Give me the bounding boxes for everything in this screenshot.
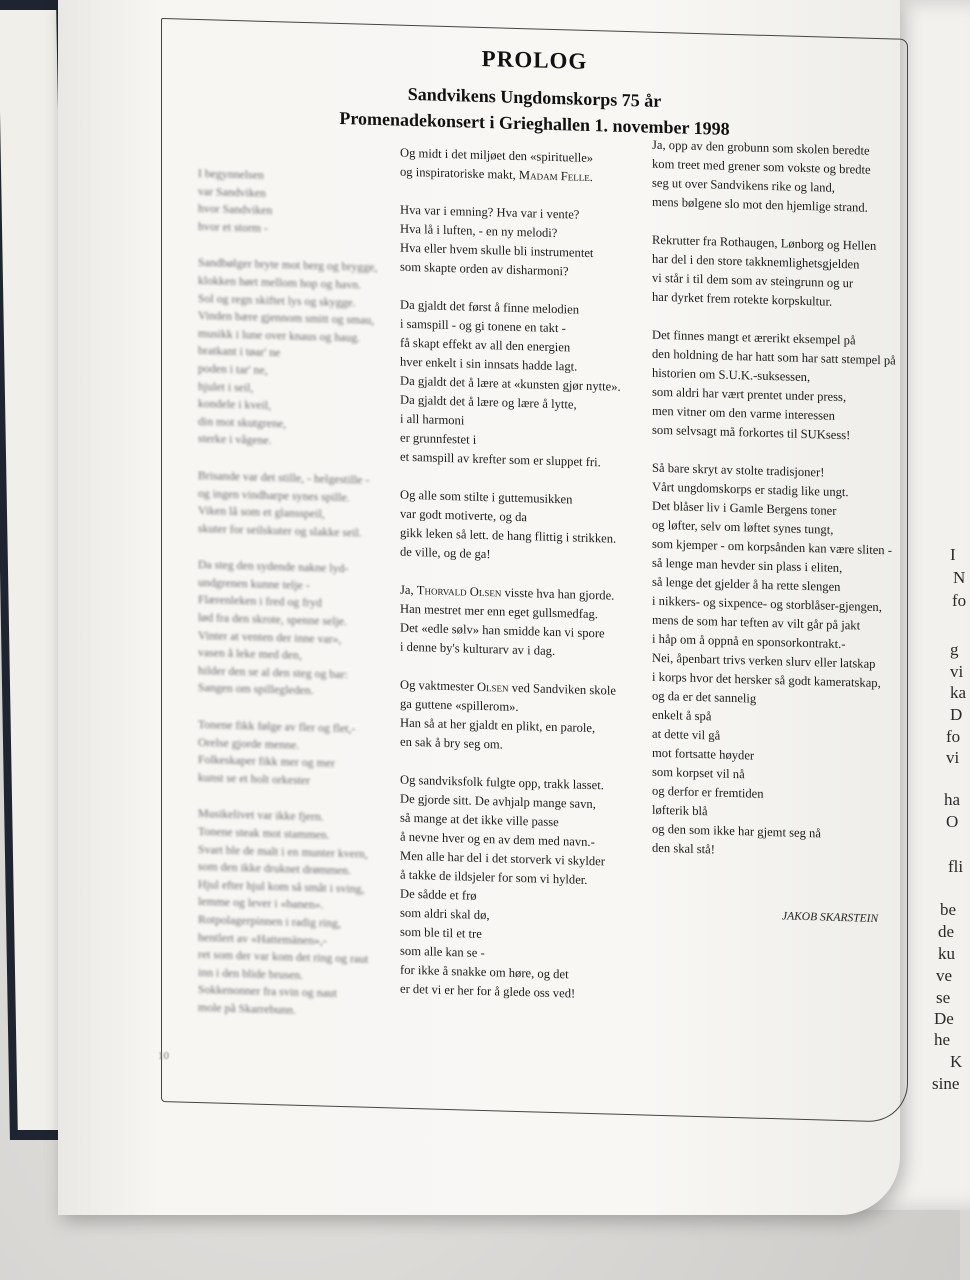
poem-line: var godt motiverte, og da	[400, 506, 527, 525]
poem-line: som den ikke druknet drømmen.	[198, 859, 352, 878]
poem-line: Det blåser liv i Gamle Bergens toner	[652, 498, 837, 518]
poem-line: Sokkenonner fra svin og naut	[198, 982, 337, 1001]
poem-line: var Sandviken	[198, 183, 266, 200]
poem-line: og den som ikke har gjemt seg nå	[652, 821, 821, 841]
poem-line: Og vaktmester Olsen ved Sandviken skole	[400, 677, 616, 698]
page-frame	[161, 18, 908, 1123]
right-page-text-fragment: I	[950, 545, 956, 564]
poem-line: Tonene steak mot stammen.	[198, 824, 330, 842]
poem-line: Tonene fikk følge av fler og flet,-	[198, 717, 356, 736]
poem-line: hvor Sandviken	[198, 201, 273, 218]
poem-line: ret som der var kom det ring og raut	[198, 947, 369, 966]
poem-line: i håp om å oppnå en sponsorkontrakt.-	[652, 631, 846, 652]
right-page-text-fragment: se	[936, 988, 951, 1007]
book-page	[58, 0, 900, 1215]
right-page-text-fragment: he	[934, 1030, 951, 1049]
poem-line: vasen å leke med den,	[198, 645, 302, 663]
poem-line: lemme og lever i «banen».	[198, 894, 324, 912]
poem-line: hentlert av «Hattemänen»,-	[198, 929, 327, 948]
poem-line: Sol og regn skiftet lys og skygge.	[198, 290, 356, 309]
poem-line: din mot skutgrene,	[198, 413, 287, 431]
right-page-text-fragment: fo	[952, 591, 967, 610]
poem-line: så lenge det gjelder å ha rette slengen	[652, 574, 841, 594]
poem-line: bratkant i tøar' ne	[198, 343, 281, 360]
poem-line: Vårt ungdomskorps er stadig like ungt.	[652, 479, 849, 500]
poem-line: hvor et storm -	[198, 218, 268, 235]
right-page-text-fragment: g	[950, 640, 959, 659]
poem-line: som ble til et tre	[400, 924, 482, 941]
poem-line: som aldri skal dø,	[400, 905, 490, 923]
poem-line: men vitner om den varme interessen	[652, 403, 835, 423]
poem-line: et samspill av krefter som er sluppet fri.	[400, 449, 601, 470]
poem-line: i denne by's kulturarv av i dag.	[400, 639, 556, 659]
poem-line: mole på Skarrebunn.	[198, 999, 296, 1017]
poem-line: som aldri har vært prentet under press,	[652, 384, 847, 405]
poem-line: Hjul efter hjul kom så småt i sving,	[198, 876, 365, 896]
poem-line: å nevne hver og en av dem med navn.-	[400, 829, 595, 850]
poem-line: vi står i til dem som av steingrunn og ur	[652, 270, 854, 291]
right-page-text-fragment: vi	[950, 662, 964, 681]
poem-line: mens de som har teften av vilt går på jakt	[652, 612, 861, 633]
poem-line: gikk leken så lett. de hang flittig i strikken.	[400, 525, 617, 546]
poem-line: Hva eller hvem skulle bli instrumentet	[400, 240, 594, 261]
poem-line: hver enkelt i sin innsats hadde lagt.	[400, 354, 578, 374]
poem-line: er det vi er her for å glede oss ved!	[400, 981, 576, 1001]
poem-line: som kjemper - om korpsånden kan være sliten -	[652, 536, 892, 558]
poem-line: Vinden bære gjennom smitt og smau,	[198, 308, 375, 328]
right-page-text-fragment: de	[938, 922, 955, 941]
poem-line: i all harmoni	[400, 411, 465, 428]
poem-column-1	[198, 165, 403, 1022]
poem-line: hilder den se al den steg og bar:	[198, 662, 348, 682]
right-page-text-fragment: ve	[936, 966, 953, 985]
poem-line: Flærenleken i fred og fryd	[198, 592, 322, 610]
page-subtitle: Sandvikens Ungdomskorps 75 år	[407, 83, 662, 111]
poem-line: kunst se et holt orkester	[198, 769, 311, 787]
right-page-text-fragment: N	[953, 568, 966, 587]
poem-line: er grunnfestet i	[400, 430, 477, 447]
poem-line: Det «edle sølv» han smidde kan vi spore	[400, 620, 605, 641]
right-page-text-fragment: K	[950, 1052, 963, 1071]
poem-line: inn i den blide brusen.	[198, 964, 304, 982]
poem-line: I begynnelsen	[198, 166, 264, 182]
poem-line: De gjorde sitt. De avhjalp mange savn,	[400, 791, 596, 812]
poem-line: seg ut over Sandvikens rike og land,	[652, 175, 835, 195]
right-page-text-fragment: ha	[944, 790, 961, 809]
poem-line: undgrenen kunne telje -	[198, 574, 310, 593]
poem-line: som korpset vil nå	[652, 764, 745, 782]
poem-line: Viken lå som et glansspeil,	[198, 503, 325, 521]
page-title: PROLOG	[481, 45, 588, 74]
poem-line: Han så at her gjaldt en plikt, en parole,	[400, 715, 596, 736]
poem-line: Da gjaldt det å lære at «kunsten gjør nytte».	[400, 373, 621, 394]
poem-line: Sangen om spillegleden.	[198, 680, 314, 698]
poem-line: mens bølgene slo mot den hjemlige strand.	[652, 194, 868, 215]
right-page-text-fragment: O	[946, 812, 959, 831]
poem-line: Og midt i det miljøet den «spirituelle»	[400, 145, 594, 166]
poem-line: og inspiratoriske makt, Madam Felle.	[400, 164, 593, 185]
poem-line: musikk i lune over knaus og haug.	[198, 325, 361, 345]
right-page-text-fragment: D	[950, 705, 963, 724]
right-page-text-fragment: be	[940, 900, 957, 919]
poem-line: har dyrket frem rotekte korpskultur.	[652, 289, 833, 309]
poem-column-2	[400, 144, 650, 1006]
poem-line: Folkeskaper fikk mer og mer	[198, 752, 335, 771]
poem-line: i korps hvor det hersker så godt kameratskap,	[652, 669, 881, 691]
poem-line: ga guttene «spillerom».	[400, 696, 519, 714]
right-page-text-fragment: sine	[932, 1074, 960, 1093]
poem-line: Orelse gjorde menne.	[198, 734, 300, 752]
poem-line: og ingen vindharpe synes spille.	[198, 485, 350, 504]
right-page-text-fragment: ku	[938, 944, 955, 963]
poem-line: som alle kan se -	[400, 943, 485, 961]
poem-line: Rotpolagerpinnen i radig ring,	[198, 912, 341, 930]
poem-column-3	[652, 136, 907, 865]
poem-line: Ja, Thorvald Olsen visste hva han gjorde.	[400, 582, 615, 603]
right-page-text-fragment: fo	[946, 727, 961, 746]
poem-line: at dette vil gå	[652, 726, 721, 743]
poem-line: Brisande var det stille, - helgestille -	[198, 467, 370, 487]
poem-line: Og alle som stilte i guttemusikken	[400, 487, 573, 507]
poem-line: Ja, opp av den grobunn som skolen beredte	[652, 137, 870, 158]
poem-line: Hva lå i luften, - en ny melodi?	[400, 221, 558, 241]
poem-line: den holdning de har hatt som har satt stempel på	[652, 346, 896, 368]
poem-line: så mange at det ikke ville passe	[400, 810, 559, 830]
poem-line: kondele i kveil,	[198, 396, 272, 413]
poem-line: klokken hørt mellom hop og havn.	[198, 273, 362, 292]
poem-line: enkelt å spå	[652, 707, 712, 724]
poem-line: som selvsagt må forkortes til SUKsess!	[652, 422, 851, 443]
poem-line: en sak å bry seg om.	[400, 734, 503, 752]
poem-line: Vinter at venten der inne var»,	[198, 627, 342, 646]
poem-line: Hva var i emning? Hva var i vente?	[400, 202, 580, 222]
poem-line: sterke i vågene.	[198, 431, 272, 448]
poem-line: Da gjaldt det først å finne melodien	[400, 297, 580, 317]
right-page-text-fragment: vi	[946, 748, 960, 767]
poem-line: skuter for seilskuter og slakke seil.	[198, 520, 362, 540]
poem-line: Sandbølger bryte mot berg og brygge,	[198, 255, 378, 275]
poem-line: i samspill - og gi tonene en takt -	[400, 316, 566, 336]
poem-line: de ville, og de ga!	[400, 544, 491, 562]
poem-line: Rekrutter fra Rothaugen, Lønborg og Hellen	[652, 232, 877, 253]
poem-line: som skapte orden av disharmoni?	[400, 259, 569, 279]
page-number: 10	[158, 1050, 169, 1062]
poem-line: i nikkers- og sixpence- og storblåser-gjengen,	[652, 593, 882, 615]
poem-line: hjulet i seil,	[198, 378, 254, 395]
poem-line: har del i den store takknemlighetsgjelden	[652, 251, 860, 272]
poem-line: mot fortsatte høyder	[652, 745, 755, 763]
poem-line: og løfter, selv om løftet synes tungt,	[652, 517, 834, 537]
author-signature: JAKOB SKARSTEIN	[782, 910, 879, 926]
poem-line: Så bare skryt av stolte tradisjoner!	[652, 460, 825, 480]
event-line: Promenadekonsert i Grieghallen 1. november 1998	[339, 107, 730, 139]
poem-line: Da steg den sydende nakne lyd-	[198, 557, 349, 576]
poem-line: poden i tar' ne,	[198, 360, 268, 377]
poem-line: kom treet med grener som vokste og bredte	[652, 156, 871, 177]
poem-line: for ikke å snakke om høre, og det	[400, 962, 569, 982]
poem-line: løfterik blå	[652, 802, 708, 819]
right-page-text-fragment: De	[934, 1009, 954, 1028]
poem-line: Nei, åpenbart trivs verken slurv eller latskap	[652, 650, 876, 671]
right-page-text-fragment: fli	[948, 857, 964, 876]
right-page-text-fragment: ka	[950, 683, 967, 702]
poem-line: Musikelivet var ikke fjern.	[198, 806, 324, 824]
poem-line: så lenge man hevder sin plass i eliten,	[652, 555, 843, 576]
poem-line: å takke de ildsjeler for som vi hylder.	[400, 867, 588, 887]
poem-line: og da er det sannelig	[652, 688, 757, 706]
poem-line: Det finnes mangt et ærerikt eksempel på	[652, 327, 856, 348]
poem-line: Han mestret mer enn eget gullsmedfag.	[400, 601, 598, 622]
poem-line: De sådde et frø	[400, 886, 477, 903]
poem-line: Og sandviksfolk fulgte opp, trakk lasset.	[400, 772, 604, 793]
poem-line: lød fra den skrote, spenne selje.	[198, 610, 348, 629]
poem-line: Svart ble de malt i en munter kvern,	[198, 841, 368, 861]
poem-line: Da gjaldt det å lære og lære å lytte,	[400, 392, 577, 412]
poem-line: få skapt effekt av all den energien	[400, 335, 571, 355]
poem-line: og derfor er fremtiden	[652, 783, 764, 801]
poem-line: Men alle har del i det storverk vi skylder	[400, 848, 605, 869]
poem-line: historien om S.U.K.-suksessen,	[652, 365, 811, 385]
poem-line: den skal stå!	[652, 840, 715, 857]
